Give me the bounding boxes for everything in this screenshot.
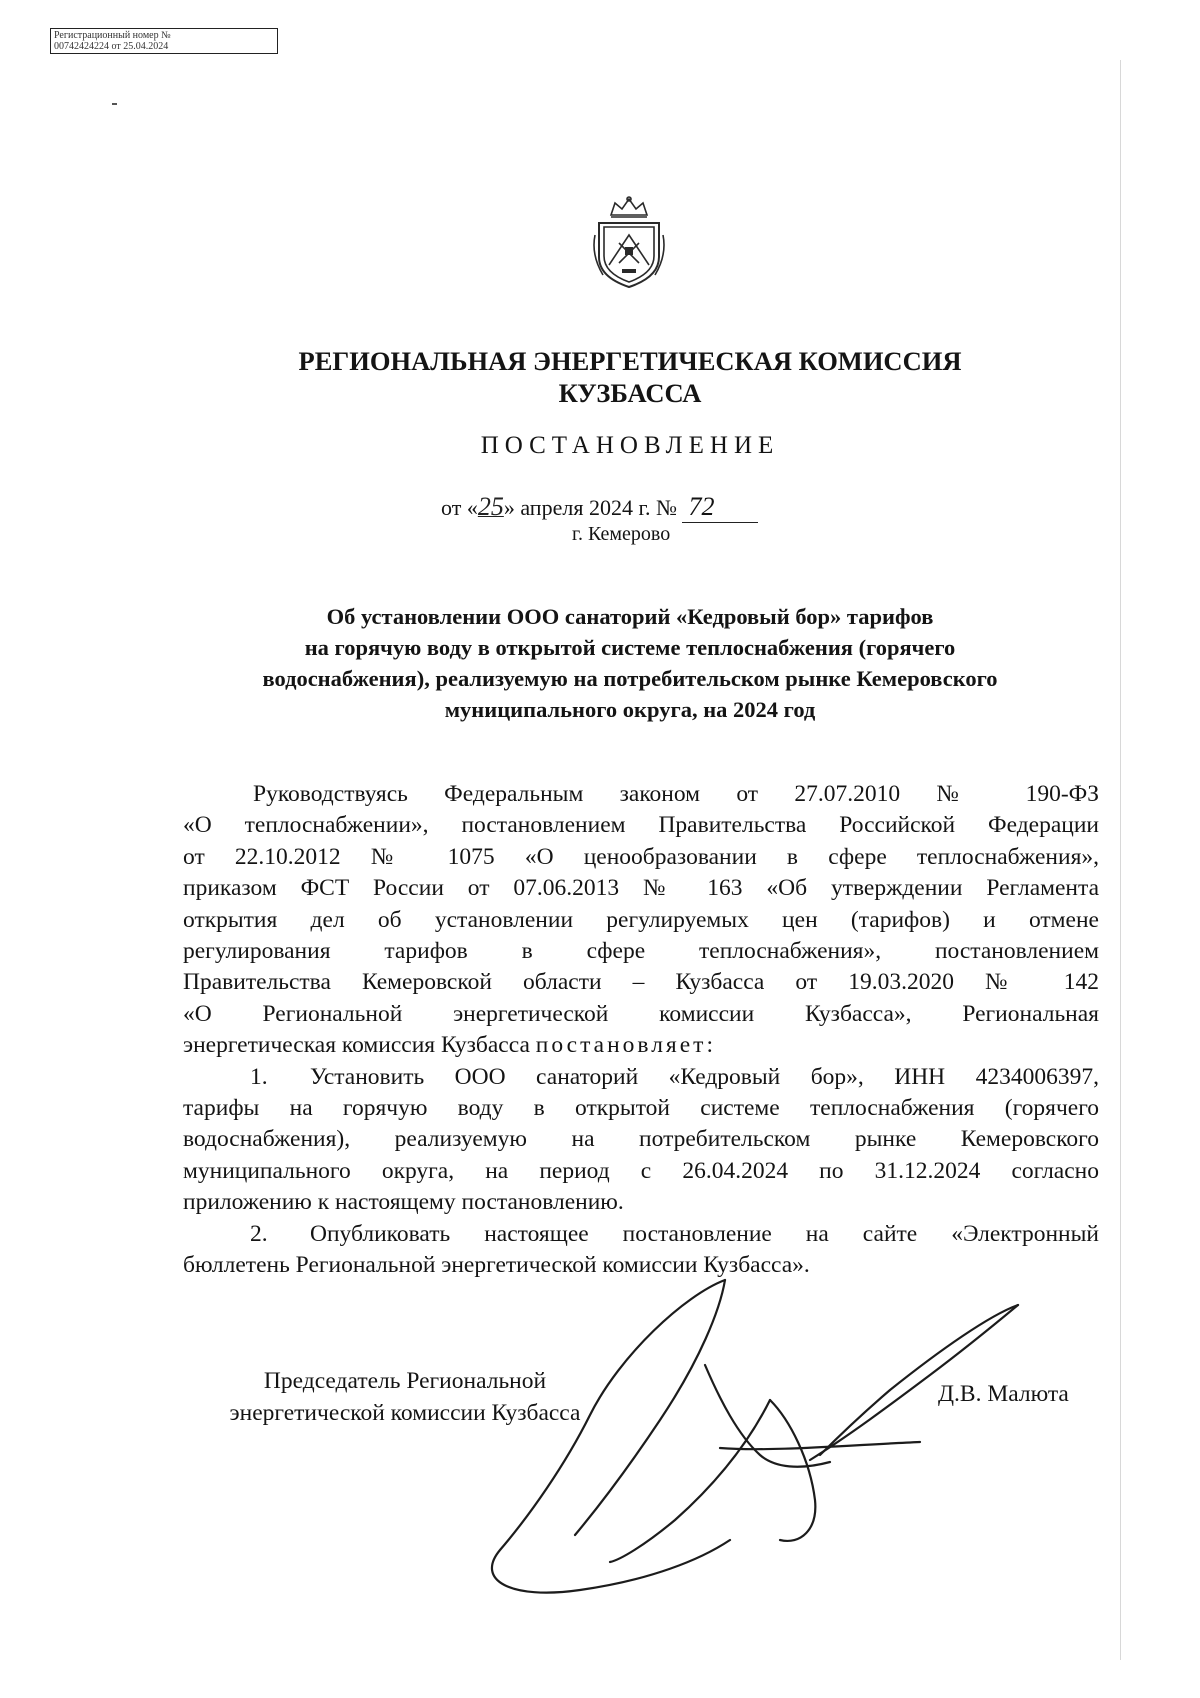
handwritten-signature: [470, 1270, 1030, 1620]
scan-edge-line: [1120, 60, 1121, 1660]
date-middle: » апреля 2024 г. №: [503, 495, 683, 520]
item-2-text: Опубликовать настоящее постановление на сайте «Электронный: [310, 1220, 1099, 1247]
signatory-title-line1: Председатель Региональной: [263, 1368, 547, 1394]
body-line: «О теплоснабжении», постановлением Правительства Российской Федерации: [183, 812, 1099, 839]
item-2-number: 2.: [250, 1220, 268, 1247]
item-1-line: [183, 1062, 1099, 1093]
body-line: Руководствуясь Федеральным законом от 27.07.2010 № 190-ФЗ: [253, 781, 1099, 807]
body-line: «О Региональной энергетической комиссии Кузбасса», Региональная: [183, 1000, 1099, 1027]
organization-name: [0, 345, 1200, 409]
organization-name-line1: РЕГИОНАЛЬНАЯ ЭНЕРГЕТИЧЕСКАЯ КОМИССИЯ: [298, 346, 962, 376]
body-line: от 22.10.2012 № 1075 «О ценообразовании в сфере теплоснабжения»,: [183, 843, 1099, 870]
scan-speck: [112, 103, 117, 105]
resolves-word: постановляет:: [535, 1032, 716, 1059]
date-day-handwritten: 25: [477, 492, 504, 521]
item-1-number: 1.: [250, 1063, 268, 1090]
registration-stamp: [50, 28, 278, 54]
registration-label: Регистрационный номер №: [54, 30, 171, 41]
date-prefix: от «: [441, 495, 478, 520]
subject-line2: на горячую воду в открытой системе теплоснабжения (горячего: [304, 635, 956, 660]
item-2-line: бюллетень Региональной энергетической комиссии Кузбасса».: [183, 1252, 810, 1279]
body-line: [183, 1030, 1099, 1061]
body-line: Правительства Кемеровской области – Кузбасса от 19.03.2020 № 142: [183, 969, 1099, 996]
subject-line3: водоснабжения), реализуемую на потребительском рынке Кемеровского: [262, 666, 998, 691]
signatory-title-line2: энергетической комиссии Кузбасса: [229, 1400, 581, 1426]
subject-line1: Об установлении ООО санаторий «Кедровый бор» тарифов: [326, 604, 934, 629]
coat-of-arms-emblem: [589, 195, 669, 290]
body-line: регулирования тарифов в сфере теплоснабжения», постановлением: [183, 938, 1099, 965]
document-type: ПОСТАНОВЛЕНИЕ: [480, 432, 780, 459]
item-2-line: [183, 1219, 1099, 1250]
item-1-line: водоснабжения), реализуемую на потребительском рынке Кемеровского: [183, 1126, 1099, 1153]
body-line-text: энергетическая комиссия Кузбасса: [183, 1032, 536, 1059]
document-number-handwritten: 72: [682, 492, 758, 523]
registration-number: 00742424224 от 25.04.2024: [54, 41, 169, 52]
body-line: открытия дел об установлении регулируемых цен (тарифов) и отмене: [183, 906, 1099, 933]
item-1-line: тарифы на горячую воду в открытой системе теплоснабжения (горячего: [183, 1095, 1099, 1122]
body-line: приказом ФСТ России от 07.06.2013 № 163 «Об утверждении Регламента: [183, 875, 1099, 902]
item-1-text: Установить ООО санаторий «Кедровый бор», ИНН 4234006397,: [310, 1063, 1099, 1090]
subject-line4: муниципального округа, на 2024 год: [444, 697, 816, 722]
item-1-line: приложению к настоящему постановлению.: [183, 1189, 624, 1216]
city: г. Кемерово: [572, 523, 671, 545]
signatory-name: Д.В. Малюта: [938, 1381, 1069, 1407]
document-subject: [0, 601, 1200, 725]
item-1-line: муниципального округа, на период с 26.04.2024 по 31.12.2024 согласно: [183, 1157, 1099, 1184]
document-body: [183, 779, 1099, 1282]
date-line: [441, 492, 758, 523]
organization-name-line2: КУЗБАССА: [558, 378, 702, 408]
